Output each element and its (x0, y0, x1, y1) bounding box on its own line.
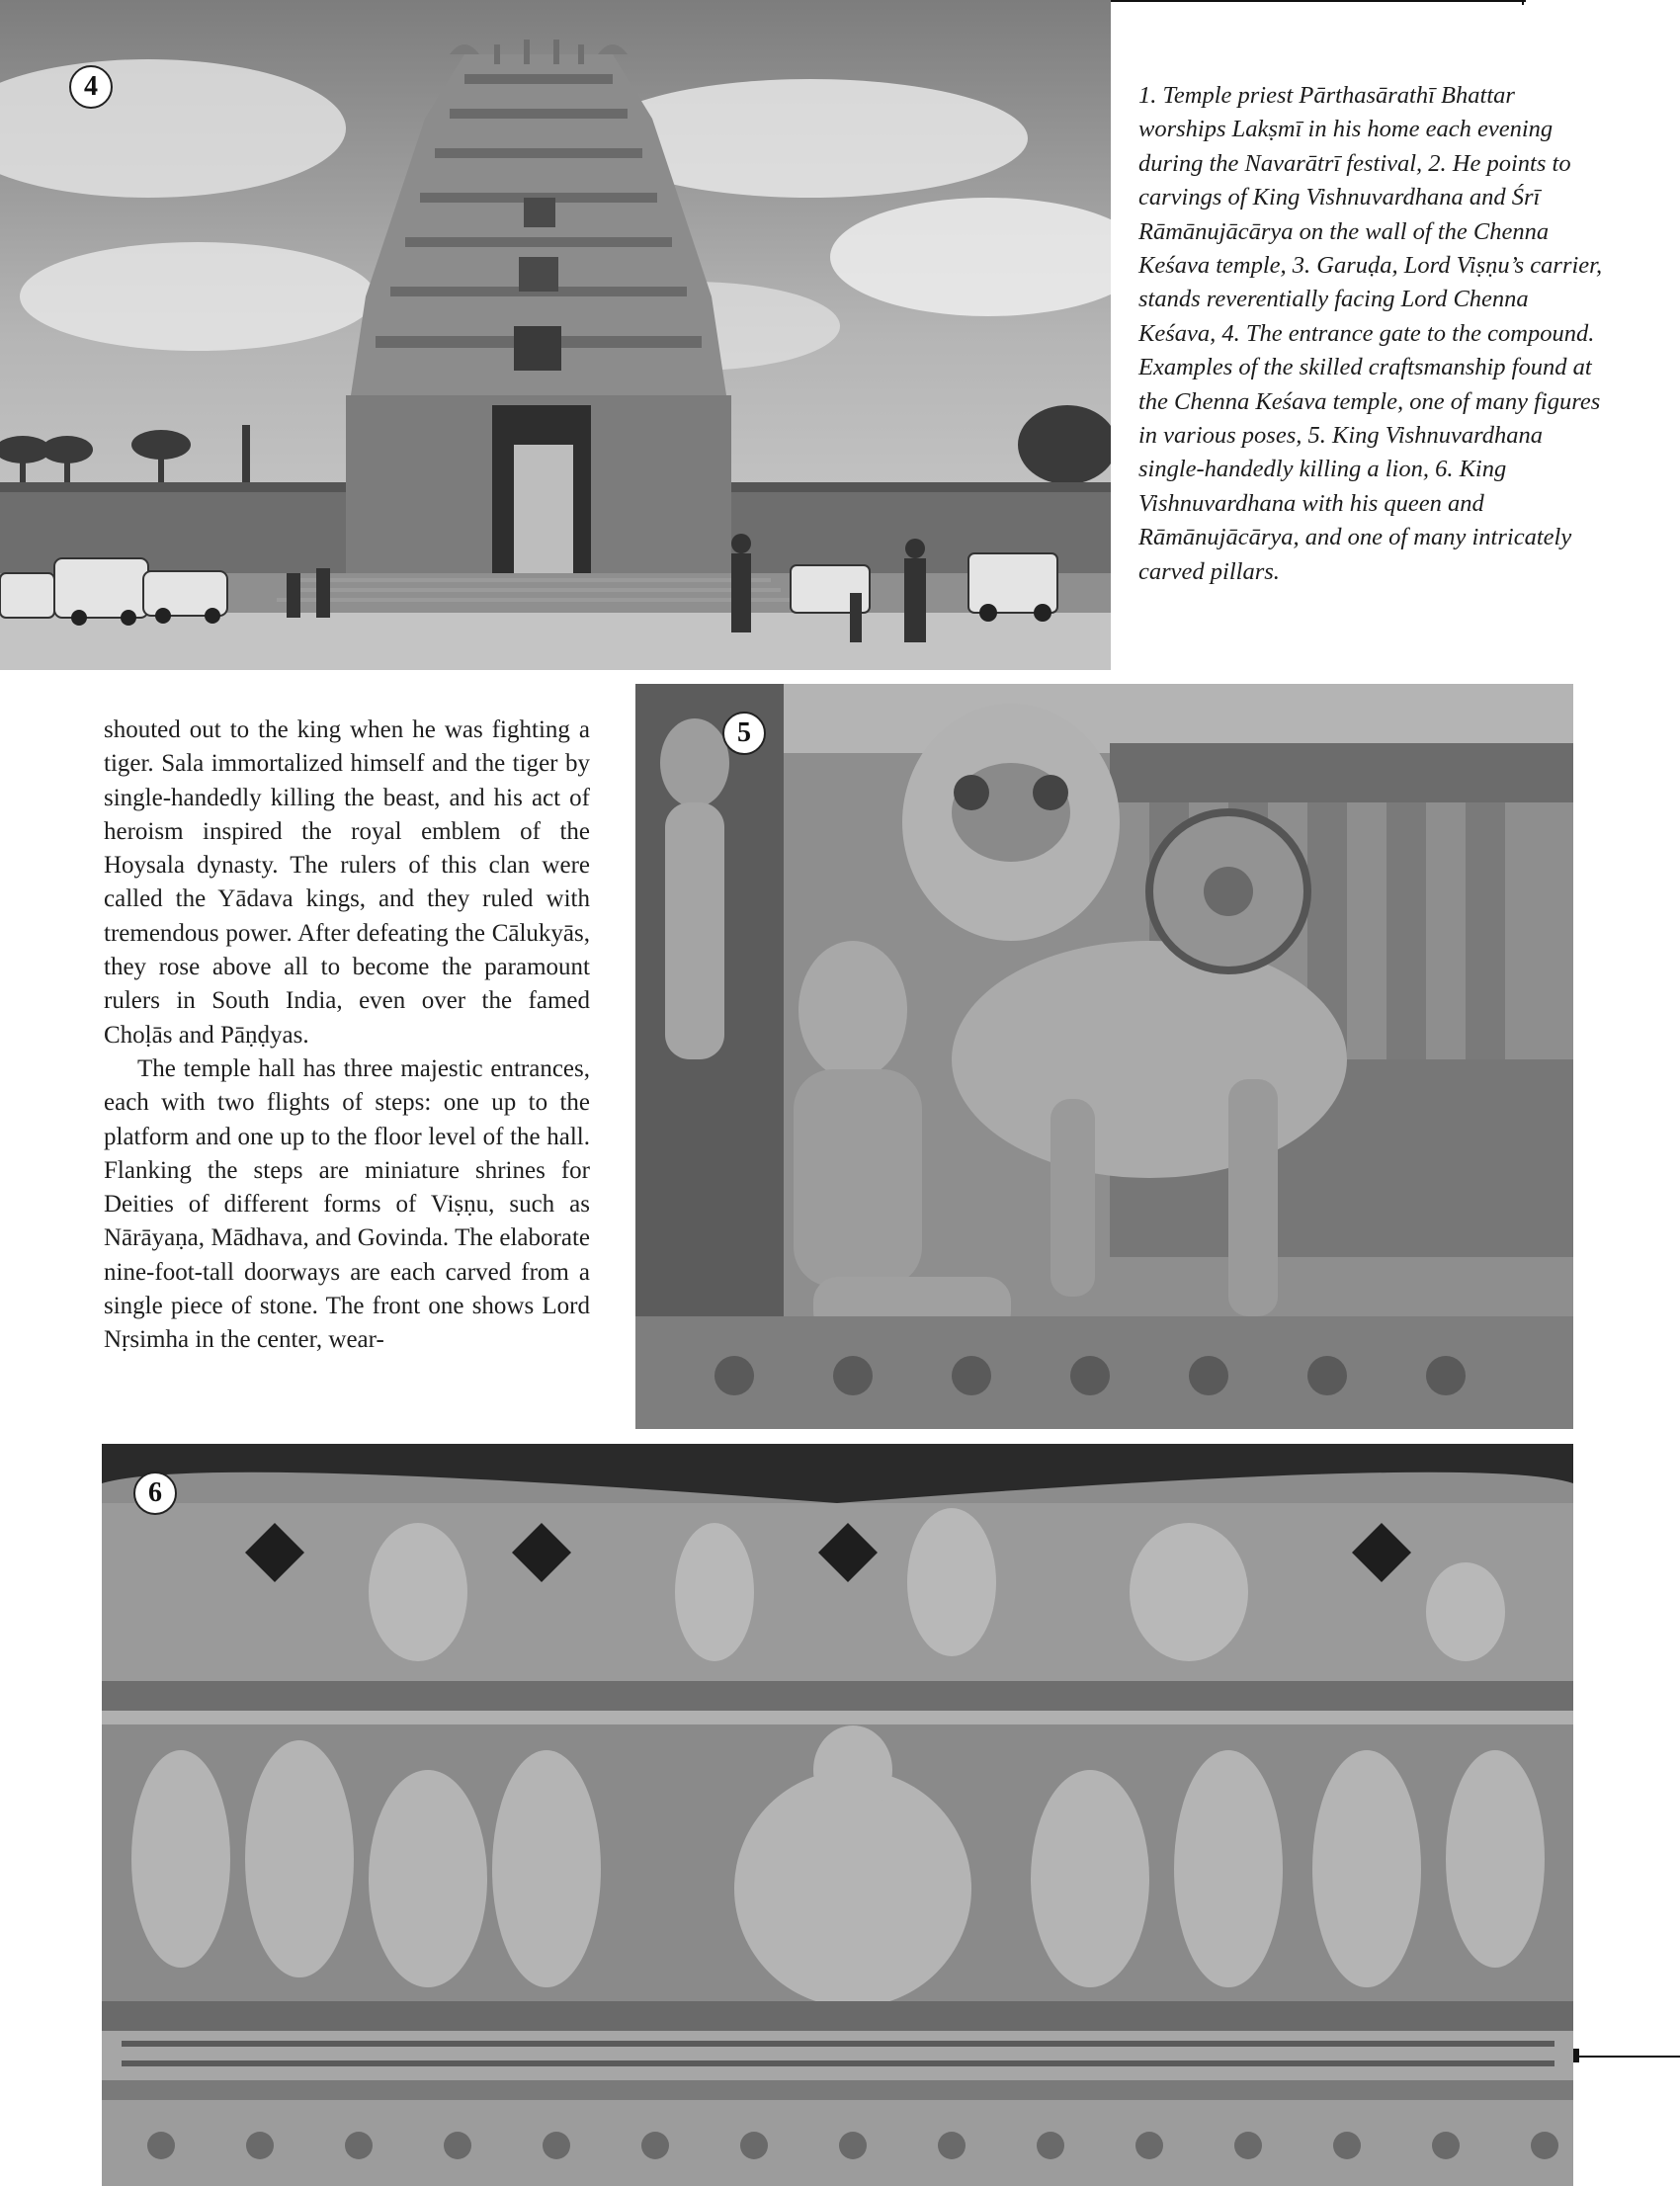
caption-items-1-4: 1. Temple priest Pārthasārathī Bhattar worships Lakṣmī in his home each evening during the Navarātrī festival, 2. He points to carvings of King Vishnuvardhana and Śrī Rāmānujācārya on the wall of the Chenna Keśava temple, 3. Garuḍa, Lord Viṣṇu’s carrier, stands reverentially facing Lord Chenna Keśava, 4. The entrance gate to the compound. (1138, 82, 1603, 347)
caption-items-5-6: Examples of the skilled craftsmanship found at the Chenna Keśava temple, one of many figures in various poses, 5. King Vishnuvardhana single-handedly killing a lion, 6. King Vishnuvardhana with his queen and Rāmānujācārya, and one of many intricately carved pillars. (1138, 354, 1601, 585)
page-corner-mark (1573, 2049, 1579, 2062)
body-paragraph: shouted out to the king when he was fighting a tiger. Sala immortalized himself and the tiger by single-handedly killing the beast, and his act of heroism inspired the royal emblem of the Hoysala dynasty. The rulers of this clan were called the Yādava kings, and they ruled with tremendous power. After defeating the Cālukyās, they rose above all to become the paramount rulers in South India, even over the famed Choḷās and Pāṇḍyas. (104, 716, 590, 1049)
photo-sculpted-panel (102, 1444, 1573, 2186)
body-paragraph: The temple hall has three majestic entrances, each with two flights of steps: one up to the platform and one up to the floor level of the hall. Flanking the steps are miniature shrines for Deities of different forms of Viṣṇu, such as Nārāyaṇa, Mādhava, and Govinda. The elaborate nine-foot-tall doorways are each carved from a single piece of stone. The front one shows Lord Nṛsimha in the center, wear- (104, 1054, 590, 1354)
photo-caption (1138, 79, 1603, 589)
photo-number-badge-5: 5 (722, 712, 766, 755)
sculpted-panel-image (102, 1444, 1573, 2186)
photo-number-badge-6: 6 (133, 1471, 177, 1515)
bottom-rule (1577, 2056, 1680, 2058)
temple-gate-image (0, 0, 1111, 670)
photo-temple-gate (0, 0, 1111, 670)
photo-lion-carving (635, 684, 1573, 1429)
photo-number-badge-4: 4 (69, 65, 113, 109)
top-rule (1111, 0, 1526, 2)
article-body (104, 714, 590, 1358)
lion-carving-image (635, 684, 1573, 1429)
page-corner-mark (1522, 0, 1524, 5)
